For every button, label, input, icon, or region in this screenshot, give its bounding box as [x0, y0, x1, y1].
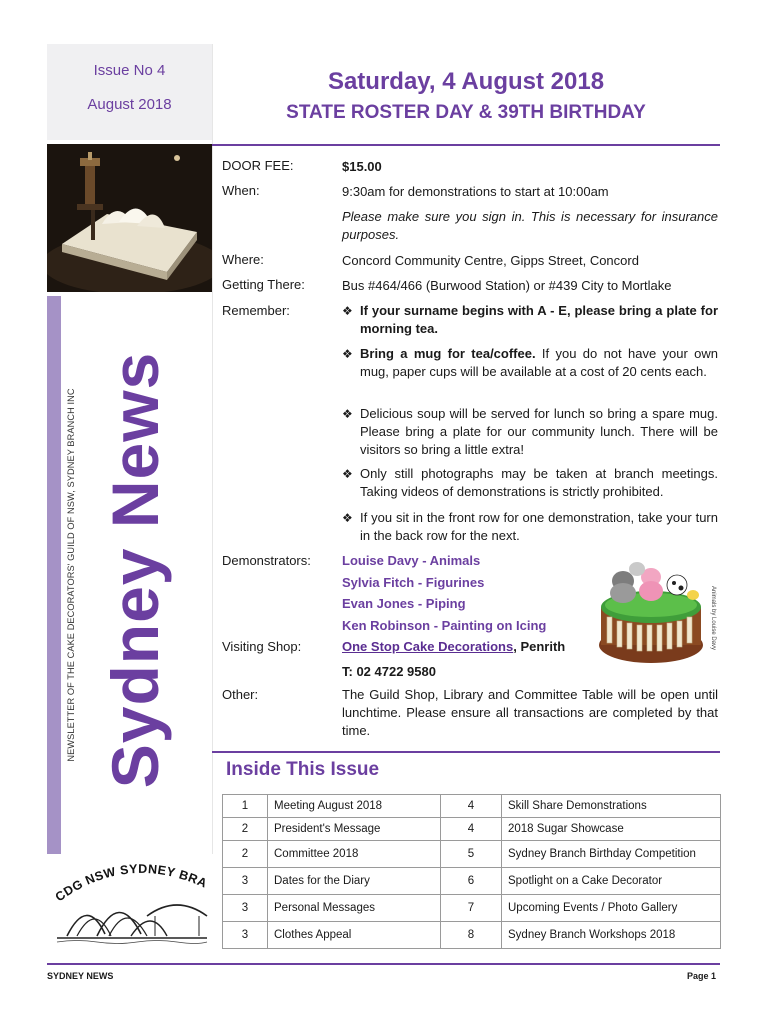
- when-label: When:: [222, 183, 260, 198]
- shop-link[interactable]: One Stop Cake Decorations: [342, 639, 514, 654]
- page-number: 5: [441, 841, 502, 868]
- remember-item: [342, 345, 718, 381]
- table-row: [223, 841, 721, 868]
- article-title: Skill Share Demonstrations: [502, 795, 721, 818]
- issue-number: Issue No 4: [93, 62, 166, 79]
- page-number: 4: [441, 818, 502, 841]
- diamond-bullet-icon: ❖: [342, 304, 353, 318]
- footer-page-number: Page 1: [686, 971, 716, 981]
- article-title: Sydney Branch Birthday Competition: [502, 841, 721, 868]
- where-value: Concord Community Centre, Gipps Street, Concord: [342, 253, 639, 268]
- when-note: Please make sure you sign in. This is necessary for insurance purposes.: [342, 209, 718, 242]
- header-rule: [212, 144, 720, 146]
- remember-item-bold: Bring a mug for tea/coffee.: [360, 346, 536, 361]
- logo-text: CDG NSW SYDNEY BRA: [52, 861, 210, 905]
- page-number: 3: [223, 922, 268, 949]
- remember-item: [342, 405, 718, 459]
- article-title: Upcoming Events / Photo Gallery: [502, 895, 721, 922]
- issue-box: [47, 44, 212, 140]
- page-number: 2: [223, 841, 268, 868]
- when-value: 9:30am for demonstrations to start at 10:00am: [342, 184, 609, 199]
- panel-divider: [212, 44, 213, 854]
- photo-credit-text: Animals by Louise Davy: [710, 585, 716, 650]
- remember-item-text: If you sit in the front row for one demonstration, take your turn in the back row for the next.: [360, 510, 718, 543]
- table-row: [223, 922, 721, 949]
- page-number: 6: [441, 868, 502, 895]
- diamond-bullet-icon: ❖: [342, 467, 353, 481]
- photo-credit: [708, 570, 718, 665]
- footer-publication: SYDNEY NEWS: [47, 971, 114, 981]
- footer-rule: [47, 963, 720, 965]
- getting-there-label: Getting There:: [222, 277, 305, 292]
- demonstrator-item: Ken Robinson - Painting on Icing: [342, 618, 547, 633]
- remember-item-text: Only still photographs may be taken at branch meetings. Taking videos of demonstrations is strictly prohibited.: [360, 466, 718, 499]
- tagline-text: NEWSLETTER OF THE CAKE DECORATORS' GUILD OF NSW, SYDNEY BRANCH INC: [66, 388, 76, 762]
- page-number: 2: [223, 818, 268, 841]
- cake-photo: [47, 144, 212, 292]
- demonstrator-item: Louise Davy - Animals: [342, 553, 481, 568]
- remember-item-bold: If your surname begins with A - E, please bring a plate for morning tea.: [360, 303, 718, 336]
- visiting-shop-value: [342, 638, 592, 656]
- article-title: Personal Messages: [268, 895, 441, 922]
- demonstrator-item: Evan Jones - Piping: [342, 596, 466, 611]
- issue-date: August 2018: [87, 96, 172, 113]
- where-label: Where:: [222, 252, 264, 267]
- title-text: Sydney News: [98, 351, 172, 789]
- page-number: 1: [223, 795, 268, 818]
- masthead-tagline: [62, 296, 80, 854]
- page-number: 8: [441, 922, 502, 949]
- getting-there-value: Bus #464/466 (Burwood Station) or #439 City to Mortlake: [342, 278, 672, 293]
- masthead-title: [95, 350, 175, 790]
- event-date-heading: Saturday, 4 August 2018: [327, 68, 605, 95]
- demonstrators-label: Demonstrators:: [222, 553, 311, 568]
- remember-item-text: If you do not have your own mug, paper cups will be available at a cost of 20 cents each.: [360, 346, 718, 379]
- visiting-shop-label: Visiting Shop:: [222, 639, 302, 654]
- page-number: 4: [441, 795, 502, 818]
- article-title: Clothes Appeal: [268, 922, 441, 949]
- table-row: [223, 818, 721, 841]
- article-title: Spotlight on a Cake Decorator: [502, 868, 721, 895]
- remember-item: [342, 302, 718, 338]
- remember-item-text: Delicious soup will be served for lunch so bring a spare mug. Please bring a plate for our community lunch. There will be visitors so bring a little extra!: [360, 406, 718, 457]
- remember-item: [342, 509, 718, 545]
- animals-cake-photo: [593, 555, 716, 667]
- article-title: Sydney Branch Workshops 2018: [502, 922, 721, 949]
- branch-logo: [47, 858, 212, 948]
- door-fee-value: $15.00: [342, 159, 382, 174]
- table-row: [223, 795, 721, 818]
- section-rule: [212, 751, 720, 753]
- contents-table: [222, 794, 721, 949]
- door-fee-label: DOOR FEE:: [222, 158, 294, 173]
- article-title: Dates for the Diary: [268, 868, 441, 895]
- remember-label: Remember:: [222, 303, 290, 318]
- accent-strip: [47, 296, 61, 854]
- svg-text:CDG NSW SYDNEY BRANCH: [47, 858, 209, 904]
- other-value: The Guild Shop, Library and Committee Table will be open until lunchtime. Please ensure all transactions are completed by that time.: [342, 687, 718, 738]
- table-row: [223, 868, 721, 895]
- article-title: President's Message: [268, 818, 441, 841]
- other-label: Other:: [222, 687, 259, 702]
- page-number: 3: [223, 895, 268, 922]
- article-title: Committee 2018: [268, 841, 441, 868]
- demonstrator-item: Sylvia Fitch - Figurines: [342, 575, 485, 590]
- article-title: Meeting August 2018: [268, 795, 441, 818]
- page-number: 7: [441, 895, 502, 922]
- page-number: 3: [223, 868, 268, 895]
- event-subheading: STATE ROSTER DAY & 39TH BIRTHDAY: [286, 102, 646, 123]
- article-title: 2018 Sugar Showcase: [502, 818, 721, 841]
- remember-item: [342, 465, 718, 501]
- table-row: [223, 895, 721, 922]
- shop-phone: T: 02 4722 9580: [342, 664, 436, 679]
- diamond-bullet-icon: ❖: [342, 407, 353, 421]
- shop-location: , Penrith: [513, 639, 566, 654]
- diamond-bullet-icon: ❖: [342, 347, 353, 361]
- contents-heading: Inside This Issue: [226, 759, 380, 780]
- diamond-bullet-icon: ❖: [342, 511, 353, 525]
